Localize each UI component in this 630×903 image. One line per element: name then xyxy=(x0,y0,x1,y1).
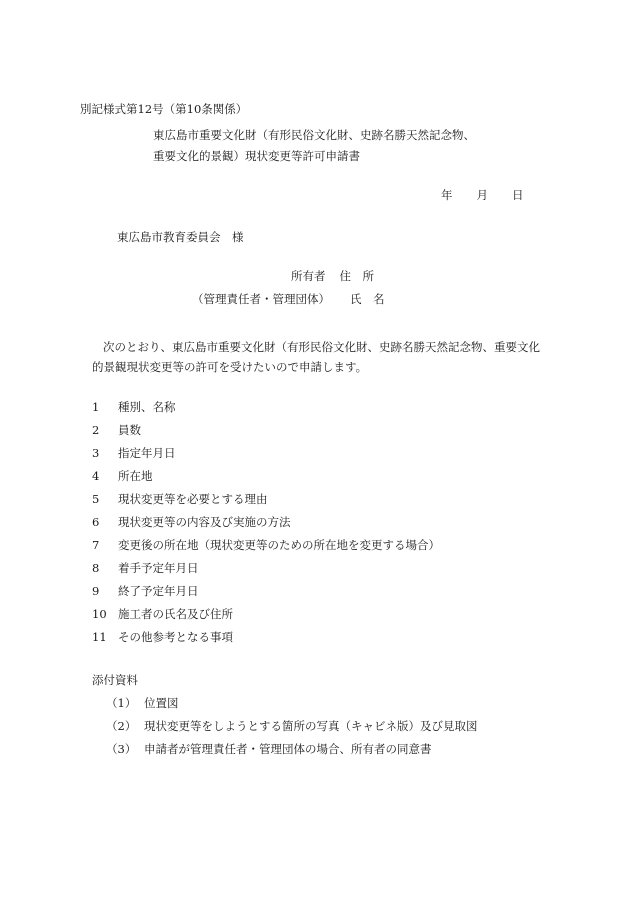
item-text: 変更後の所在地（現状変更等のための所在地を変更する場合） xyxy=(118,538,440,552)
item-number: 5 xyxy=(92,492,100,506)
attachment-item xyxy=(106,721,478,733)
owner-address-row xyxy=(291,271,374,283)
body-text-line-1: 次のとおり、東広島市重要文化財（有形民俗文化財、史跡名勝天然記念物、重要文化 xyxy=(103,340,540,354)
attachment-item xyxy=(106,698,179,710)
item-number: 4 xyxy=(92,469,100,483)
date-month-label: 月 xyxy=(476,188,488,202)
item-text: 着手予定年月日 xyxy=(118,561,199,575)
attachment-text: 現状変更等をしようとする箇所の写真（キャビネ版）及び見取図 xyxy=(144,719,478,733)
attachment-number: （3） xyxy=(106,742,137,756)
list-item xyxy=(92,471,153,483)
manager-name-row xyxy=(192,294,385,306)
address-label: 住 所 xyxy=(339,269,374,283)
item-text: 指定年月日 xyxy=(118,446,176,460)
attachment-text: 申請者が管理責任者・管理団体の場合、所有者の同意書 xyxy=(144,742,432,756)
date-year-label: 年 xyxy=(441,188,453,202)
owner-label: 所有者 xyxy=(291,269,326,283)
list-item xyxy=(92,586,199,598)
document-title-line-2: 重要文化的景観）現状変更等許可申請書 xyxy=(153,149,360,163)
form-number: 別記様式第12号（第10条関係） xyxy=(80,102,248,116)
addressee: 東広島市教育委員会 様 xyxy=(117,230,244,244)
item-number: 2 xyxy=(92,423,100,437)
item-text: その他参考となる事項 xyxy=(118,630,233,644)
item-number: 10 xyxy=(92,607,107,621)
attachment-text: 位置図 xyxy=(144,696,179,710)
list-item xyxy=(92,517,291,529)
attachment-number: （1） xyxy=(106,696,137,710)
item-text: 員数 xyxy=(118,423,141,437)
item-number: 7 xyxy=(92,538,100,552)
list-item xyxy=(92,563,199,575)
list-item xyxy=(92,632,233,644)
item-number: 9 xyxy=(92,584,100,598)
item-text: 施工者の氏名及び住所 xyxy=(118,607,233,621)
item-text: 所在地 xyxy=(118,469,153,483)
body-text-line-2: 的景観現状変更等の許可を受けたいので申請します。 xyxy=(92,360,368,374)
item-number: 6 xyxy=(92,515,100,529)
list-item xyxy=(92,425,141,437)
item-number: 3 xyxy=(92,446,100,460)
item-number: 8 xyxy=(92,561,100,575)
list-item xyxy=(92,609,233,621)
list-item xyxy=(92,540,440,552)
list-item xyxy=(92,402,176,414)
item-text: 現状変更等の内容及び実施の方法 xyxy=(118,515,291,529)
date-row xyxy=(441,190,524,202)
list-item xyxy=(92,448,176,460)
name-label: 氏 名 xyxy=(350,292,385,306)
item-number: 1 xyxy=(92,400,100,414)
attachment-number: （2） xyxy=(106,719,137,733)
item-text: 現状変更等を必要とする理由 xyxy=(118,492,268,506)
list-item xyxy=(92,494,268,506)
attachment-item xyxy=(106,744,432,756)
document-title-line-1: 東広島市重要文化財（有形民俗文化財、史跡名勝天然記念物、 xyxy=(153,128,475,142)
date-day-label: 日 xyxy=(512,188,524,202)
item-text: 種別、名称 xyxy=(118,400,176,414)
item-text: 終了予定年月日 xyxy=(118,584,199,598)
manager-label: （管理責任者・管理団体） xyxy=(192,292,330,306)
attachments-heading: 添付資料 xyxy=(92,673,138,687)
item-number: 11 xyxy=(92,630,107,644)
